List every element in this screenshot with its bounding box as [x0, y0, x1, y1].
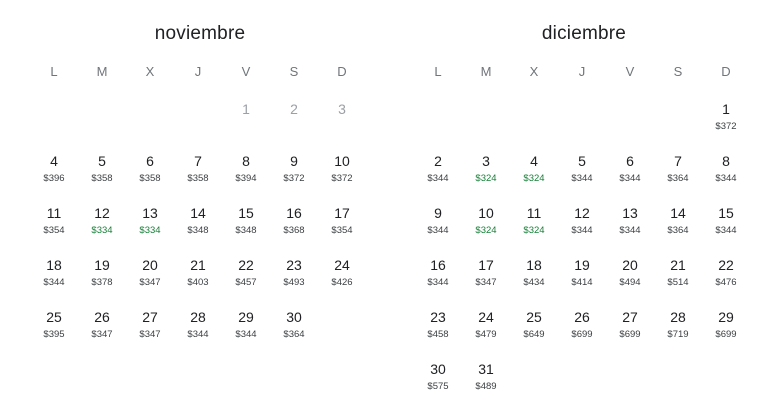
day-number: 5	[578, 153, 586, 169]
day-cell[interactable]	[126, 256, 174, 308]
weekday-header	[30, 64, 370, 80]
day-cell[interactable]	[558, 308, 606, 360]
day-price: $457	[235, 277, 257, 288]
day-cell[interactable]	[30, 204, 78, 256]
day-price: $575	[427, 381, 449, 392]
day-price: $426	[331, 277, 353, 288]
day-number: 1	[722, 101, 730, 117]
day-cell[interactable]	[174, 256, 222, 308]
day-price: $403	[187, 277, 209, 288]
day-price: $358	[139, 173, 161, 184]
day-price: $699	[571, 329, 593, 340]
day-price: $324	[523, 173, 545, 184]
day-price: $395	[43, 329, 65, 340]
empty-cell	[174, 100, 222, 152]
day-price: $372	[715, 121, 737, 132]
day-price: $514	[667, 277, 689, 288]
day-number: 2	[290, 101, 298, 117]
day-grid	[30, 100, 370, 360]
day-price: $368	[283, 225, 305, 236]
day-cell[interactable]	[414, 204, 462, 256]
day-number: 15	[718, 205, 734, 221]
weekday-label: V	[625, 64, 635, 79]
day-cell[interactable]	[174, 308, 222, 360]
day-cell[interactable]	[462, 256, 510, 308]
day-price: $699	[619, 329, 641, 340]
empty-cell	[78, 100, 126, 152]
day-cell[interactable]	[78, 152, 126, 204]
day-number: 7	[674, 153, 682, 169]
day-number: 6	[626, 153, 634, 169]
weekday-label: S	[673, 64, 683, 79]
weekday-label: L	[50, 64, 58, 79]
weekday-header	[414, 64, 754, 80]
day-number: 22	[238, 257, 254, 273]
day-price: $348	[187, 225, 209, 236]
day-number: 18	[526, 257, 542, 273]
month-title: diciembre	[541, 23, 627, 44]
day-price: $434	[523, 277, 545, 288]
day-cell[interactable]	[606, 152, 654, 204]
day-number: 31	[478, 361, 494, 377]
weekday-label: X	[145, 64, 155, 79]
day-cell[interactable]	[270, 152, 318, 204]
day-number: 28	[670, 309, 686, 325]
day-number: 11	[526, 205, 542, 221]
day-cell[interactable]	[654, 152, 702, 204]
day-price: $324	[475, 225, 497, 236]
day-cell[interactable]	[702, 204, 750, 256]
day-number: 9	[290, 153, 298, 169]
weekday-label: D	[721, 64, 731, 79]
empty-cell	[558, 100, 606, 152]
day-cell[interactable]	[462, 152, 510, 204]
day-cell[interactable]	[222, 256, 270, 308]
day-cell[interactable]	[654, 204, 702, 256]
day-price: $354	[43, 225, 65, 236]
weekday-label: J	[194, 64, 202, 79]
empty-cell	[30, 100, 78, 152]
day-number: 20	[142, 257, 158, 273]
day-price: $414	[571, 277, 593, 288]
weekday-label: V	[241, 64, 251, 79]
day-number: 12	[574, 205, 590, 221]
empty-cell	[510, 100, 558, 152]
day-price: $458	[427, 329, 449, 340]
day-price: $358	[91, 173, 113, 184]
empty-cell	[414, 100, 462, 152]
day-cell[interactable]	[78, 308, 126, 360]
day-cell[interactable]	[654, 256, 702, 308]
day-number: 23	[286, 257, 302, 273]
day-number: 11	[46, 205, 62, 221]
day-price: $699	[715, 329, 737, 340]
day-number: 16	[430, 257, 446, 273]
day-cell[interactable]	[318, 256, 366, 308]
day-number: 20	[622, 257, 638, 273]
day-price: $344	[187, 329, 209, 340]
day-number: 28	[190, 309, 206, 325]
day-number: 25	[46, 309, 62, 325]
day-number: 25	[526, 309, 542, 325]
weekday-label: S	[289, 64, 299, 79]
day-cell[interactable]	[702, 100, 750, 152]
day-number: 13	[142, 205, 158, 221]
day-cell[interactable]	[414, 360, 462, 403]
day-price: $396	[43, 173, 65, 184]
empty-cell	[606, 100, 654, 152]
month-calendar-diciembre	[414, 0, 754, 403]
day-cell[interactable]	[702, 256, 750, 308]
day-price: $344	[571, 225, 593, 236]
day-price: $364	[667, 173, 689, 184]
day-price: $364	[283, 329, 305, 340]
day-price: $348	[235, 225, 257, 236]
day-cell[interactable]	[222, 204, 270, 256]
day-number: 3	[482, 153, 490, 169]
day-number: 18	[46, 257, 62, 273]
day-number: 17	[478, 257, 494, 273]
empty-cell	[654, 100, 702, 152]
day-number: 29	[718, 309, 734, 325]
weekday-label: X	[529, 64, 539, 79]
day-number: 14	[670, 205, 686, 221]
day-cell[interactable]	[126, 308, 174, 360]
day-cell[interactable]	[654, 308, 702, 360]
day-price: $372	[283, 173, 305, 184]
day-price: $476	[715, 277, 737, 288]
day-number: 21	[190, 257, 206, 273]
day-cell[interactable]	[126, 152, 174, 204]
day-price: $378	[91, 277, 113, 288]
day-number: 23	[430, 309, 446, 325]
empty-cell	[462, 100, 510, 152]
day-cell[interactable]	[462, 308, 510, 360]
day-number: 2	[434, 153, 442, 169]
day-price: $354	[331, 225, 353, 236]
day-cell[interactable]	[558, 256, 606, 308]
day-cell[interactable]	[222, 308, 270, 360]
day-number: 10	[478, 205, 494, 221]
day-price: $394	[235, 173, 257, 184]
month-title: noviembre	[154, 23, 246, 44]
day-cell[interactable]	[510, 308, 558, 360]
day-price: $344	[235, 329, 257, 340]
day-price: $493	[283, 277, 305, 288]
day-price: $358	[187, 173, 209, 184]
day-price: $347	[91, 329, 113, 340]
day-number: 27	[622, 309, 638, 325]
day-cell[interactable]	[606, 204, 654, 256]
day-number: 30	[430, 361, 446, 377]
day-cell	[318, 100, 366, 152]
day-price: $347	[475, 277, 497, 288]
day-number: 12	[94, 205, 110, 221]
day-grid	[414, 100, 754, 403]
day-price: $344	[427, 225, 449, 236]
day-cell[interactable]	[510, 256, 558, 308]
day-price: $494	[619, 277, 641, 288]
day-cell[interactable]	[510, 152, 558, 204]
day-cell[interactable]	[78, 256, 126, 308]
day-price: $479	[475, 329, 497, 340]
weekday-label: M	[96, 64, 108, 79]
day-cell[interactable]	[414, 256, 462, 308]
day-number: 21	[670, 257, 686, 273]
day-cell[interactable]	[222, 152, 270, 204]
day-number: 7	[194, 153, 202, 169]
day-cell[interactable]	[414, 308, 462, 360]
weekday-label: L	[434, 64, 442, 79]
day-price: $344	[619, 173, 641, 184]
day-price: $372	[331, 173, 353, 184]
day-price: $344	[715, 225, 737, 236]
day-number: 17	[334, 205, 350, 221]
day-number: 24	[478, 309, 494, 325]
day-cell[interactable]	[606, 308, 654, 360]
day-number: 9	[434, 205, 442, 221]
day-number: 6	[146, 153, 154, 169]
day-cell[interactable]	[558, 152, 606, 204]
day-price: $347	[139, 277, 161, 288]
day-cell[interactable]	[414, 152, 462, 204]
day-price: $719	[667, 329, 689, 340]
day-cell[interactable]	[30, 308, 78, 360]
weekday-label: M	[480, 64, 492, 79]
day-cell[interactable]	[174, 204, 222, 256]
day-cell[interactable]	[606, 256, 654, 308]
day-price: $344	[427, 277, 449, 288]
day-number: 27	[142, 309, 158, 325]
day-number: 1	[242, 101, 250, 117]
day-cell	[222, 100, 270, 152]
day-price: $334	[139, 225, 161, 236]
day-cell[interactable]	[462, 204, 510, 256]
day-price: $489	[475, 381, 497, 392]
day-number: 26	[94, 309, 110, 325]
day-number: 22	[718, 257, 734, 273]
day-cell[interactable]	[126, 204, 174, 256]
day-number: 15	[238, 205, 254, 221]
day-price: $344	[715, 173, 737, 184]
day-price: $324	[523, 225, 545, 236]
month-calendar-noviembre	[30, 0, 370, 403]
weekday-label: D	[337, 64, 347, 79]
day-cell[interactable]	[558, 204, 606, 256]
weekday-label: J	[578, 64, 586, 79]
empty-cell	[126, 100, 174, 152]
day-number: 13	[622, 205, 638, 221]
day-price: $344	[43, 277, 65, 288]
day-cell	[270, 100, 318, 152]
day-number: 19	[94, 257, 110, 273]
day-number: 30	[286, 309, 302, 325]
day-number: 4	[50, 153, 58, 169]
day-number: 16	[286, 205, 302, 221]
day-cell[interactable]	[270, 204, 318, 256]
day-price: $324	[475, 173, 497, 184]
day-price: $347	[139, 329, 161, 340]
day-number: 19	[574, 257, 590, 273]
day-price: $344	[619, 225, 641, 236]
day-cell[interactable]	[30, 152, 78, 204]
day-price: $344	[427, 173, 449, 184]
day-cell[interactable]	[702, 308, 750, 360]
day-cell[interactable]	[174, 152, 222, 204]
day-cell[interactable]	[270, 256, 318, 308]
day-number: 14	[190, 205, 206, 221]
day-price: $364	[667, 225, 689, 236]
day-number: 24	[334, 257, 350, 273]
day-cell[interactable]	[318, 152, 366, 204]
day-price: $649	[523, 329, 545, 340]
day-number: 10	[334, 153, 350, 169]
day-price: $334	[91, 225, 113, 236]
day-cell[interactable]	[78, 204, 126, 256]
day-cell[interactable]	[462, 360, 510, 403]
day-cell[interactable]	[318, 204, 366, 256]
day-price: $344	[571, 173, 593, 184]
day-number: 3	[338, 101, 346, 117]
day-cell[interactable]	[270, 308, 318, 360]
day-number: 29	[238, 309, 254, 325]
day-number: 8	[722, 153, 730, 169]
day-cell[interactable]	[702, 152, 750, 204]
day-cell[interactable]	[510, 204, 558, 256]
day-number: 8	[242, 153, 250, 169]
day-number: 4	[530, 153, 538, 169]
day-number: 26	[574, 309, 590, 325]
day-cell[interactable]	[30, 256, 78, 308]
day-number: 5	[98, 153, 106, 169]
